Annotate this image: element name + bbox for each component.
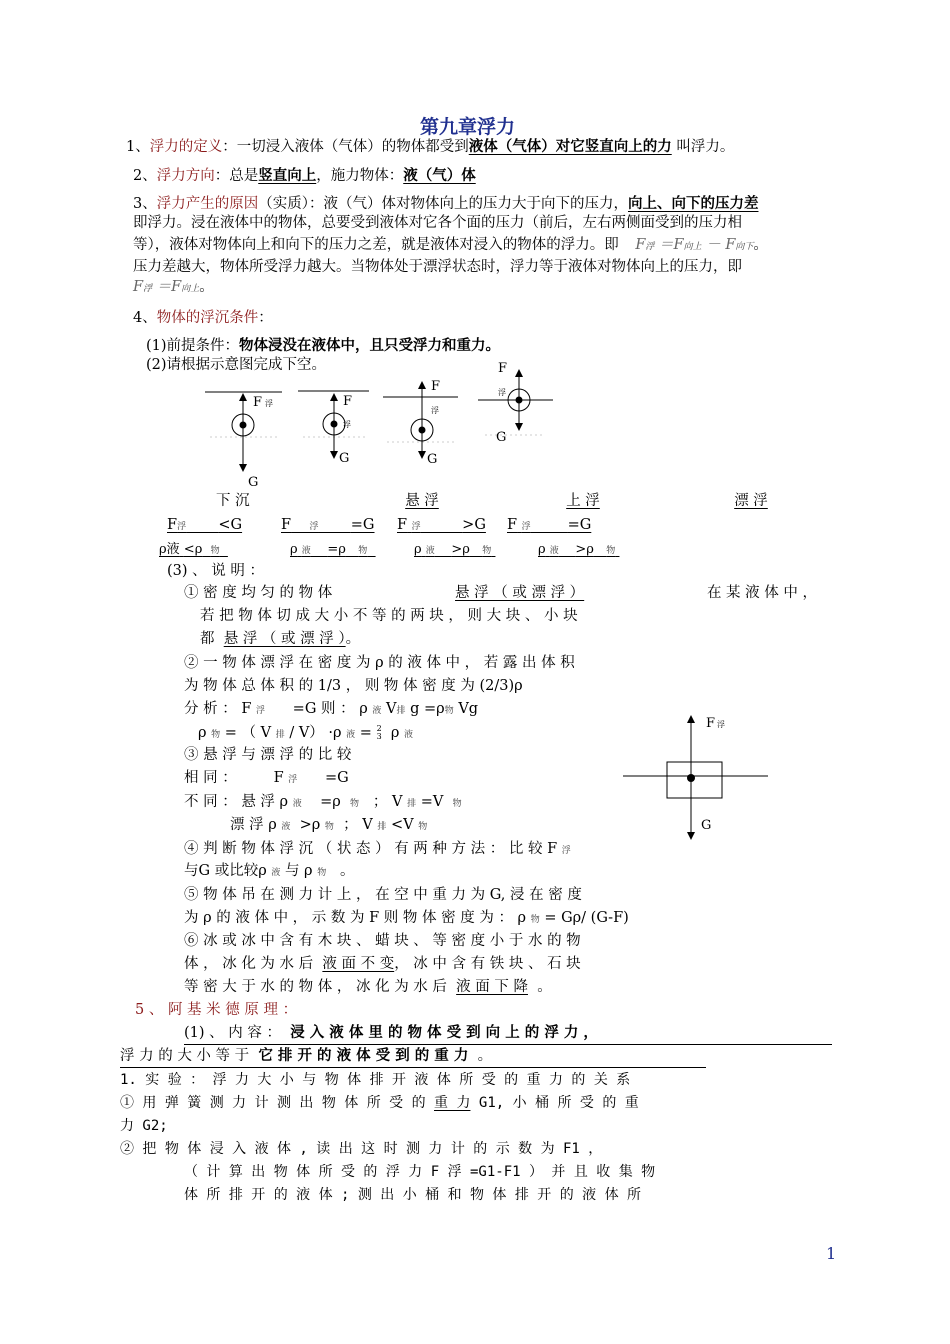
s5-exp-1: 1. 实 验 ： 浮 力 大 小 与 物 体 排 开 液 体 所 受 的 重 力 的 关 系	[120, 1072, 631, 1088]
s5-content-line1: (1) 、 内 容 ： 浸 入 液 体 里 的 物 体 受 到 向 上 的 浮 力 ，	[184, 1026, 832, 1045]
note-2-line1: ② 一 物 体 漂 浮 在 密 度 为 ρ 的 液 体 中 ， 若 露 出 体 积	[184, 655, 575, 671]
s5-content-line2: 浮 力 的 大 小 等 于 它 排 开 的 液 体 受 到 的 重 力 。	[120, 1049, 706, 1068]
note-3-diff-suspend: 不 同 ： 悬 浮 ρ 液 =ρ 物 ； V 排 =V 物	[184, 794, 462, 810]
s2-text-a: ：总是	[214, 168, 259, 184]
s2-num: 2、	[133, 168, 157, 184]
section-3-line3	[133, 238, 768, 253]
d4-G-label: G	[496, 430, 507, 445]
d2-G-label: G	[339, 451, 350, 466]
s1-text-c: 叫浮力。	[676, 139, 735, 155]
note-6-line2: 体 ， 冰 化 为 水 后 液 面 不 变， 冰 中 含 有 铁 块 、 石 块	[184, 956, 581, 972]
note-2-analysis: 分 析 ： F 浮 =G 则 ： ρ 液 V排 g =ρ物 Vg	[184, 701, 479, 717]
note-1-line3: 都 悬 浮 （ 或 漂 浮 ）。	[200, 631, 361, 647]
d3-fu-label: 浮	[431, 406, 439, 415]
page-title: 第九章浮力	[420, 116, 516, 138]
formula-1: F浮 ＝F向上 － F向下。	[635, 237, 768, 253]
force-sink: F浮 <G	[167, 517, 243, 533]
s1-text-a: ：一切浸入液体（气体）的物体都受到	[222, 139, 469, 155]
d4-fu-label: 浮	[498, 388, 506, 397]
s4-p1a: (1)前提条件：	[146, 338, 240, 354]
s1-label: 浮力的定义	[149, 139, 223, 155]
diagram-suspended	[298, 391, 369, 466]
state-rise: 上 浮	[566, 493, 600, 509]
section-3-line1	[133, 197, 758, 212]
s5-exp-6: 体 所 排 开 的 液 体 ; 测 出 小 桶 和 物 体 排 开 的 液 体 所	[184, 1187, 642, 1203]
note-2-line2: 为 物 体 总 体 积 的 1/3 ， 则 物 体 密 度 为 (2/3)ρ	[184, 678, 523, 694]
d2-F-label: F	[343, 394, 353, 409]
state-sink: 下 沉	[216, 493, 250, 509]
note-5-line2: 为 ρ 的 液 体 中 ， 示 数 为 F 则 物 体 密 度 为 ： ρ 物 = Gρ/ (G-F)	[184, 910, 629, 926]
s5-exp-5: （ 计 算 出 物 体 所 受 的 浮 力 F 浮 =G1-F1 ） 并 且 收 集 物	[184, 1164, 656, 1180]
force-suspend: F 浮 =G	[281, 517, 375, 533]
s4-label: 物体的浮沉条件	[156, 310, 259, 326]
box-fu-label: 浮	[717, 720, 725, 729]
s4-num: 4、	[133, 310, 157, 326]
d3-G-label: G	[427, 452, 438, 467]
s3-num: 3、	[133, 196, 157, 212]
force-rise: F 浮 >G	[397, 517, 486, 533]
d2-fu-label: 浮	[343, 420, 351, 429]
state-float: 漂 浮	[734, 493, 768, 509]
diagram-sinking	[205, 392, 282, 490]
s4-p1b: 物体浸没在液体中，且只受浮力和重力。	[239, 337, 501, 354]
note-3-title: ③ 悬 浮 与 漂 浮 的 比 较	[184, 747, 352, 763]
d1-fu-label: 浮	[265, 399, 273, 408]
formula-2: F浮 ＝F向上。	[133, 279, 214, 295]
state-suspend: 悬 浮	[405, 493, 439, 509]
note-head: (3) 、 说 明 ：	[167, 563, 264, 579]
note-1-line1: ① 密 度 均 匀 的 物 体 悬 浮 （ 或 漂 浮 ） 在 某 液 体 中 ，	[184, 585, 817, 601]
note-4-line2: 与G 或比较ρ 液 与 ρ 物 。	[184, 863, 355, 879]
s5-exp-3: 力 G2;	[120, 1118, 168, 1134]
d4-F-label: F	[498, 361, 508, 376]
force-float: F 浮 =G	[507, 517, 592, 533]
s2-text-c: ，施力物体：	[316, 168, 404, 184]
note-2-result: ρ 物 = （ V 排 / V） ·ρ 液 = 2 3 ρ 液	[198, 724, 414, 741]
note-4-line1: ④ 判 断 物 体 浮 沉 （ 状 态 ） 有 两 种 方 法 ： 比 较 F 浮	[184, 841, 571, 857]
diagram-floating	[478, 361, 553, 445]
s2-text-b: 竖直向上	[258, 167, 317, 184]
section-2	[133, 169, 476, 184]
s3-text-a: （实质）：液（气）体对物体向上的压力大于向下的压力，	[258, 196, 628, 212]
density-suspend: ρ 液 =ρ 物	[290, 542, 368, 557]
density-rise: ρ 液 >ρ 物	[414, 542, 492, 557]
density-sink: ρ液 <ρ 物	[159, 542, 220, 557]
note-6-line1: ⑥ 冰 或 冰 中 含 有 木 块 、 蜡 块 、 等 密 度 小 于 水 的 物	[184, 933, 581, 949]
note-5-line1: ⑤ 物 体 吊 在 测 力 计 上 ， 在 空 中 重 力 为 G, 浸 在 密 度	[184, 887, 582, 903]
note-3-same: 相 同 ： F 浮 =G	[184, 770, 349, 786]
section-4	[133, 311, 273, 326]
d3-F-label: F	[431, 379, 441, 394]
section-5-head: 5 、 阿 基 米 德 原 理 ：	[135, 1002, 298, 1018]
s3-text-b: 向上、向下的压力差	[627, 195, 759, 212]
section-1	[126, 140, 734, 155]
s2-text-d: 液（气）体	[403, 167, 476, 184]
note-6-line3: 等 密 大 于 水 的 物 体 ， 冰 化 为 水 后 液 面 下 降 。	[184, 979, 552, 995]
section-3-line4: 压力差越大，物体所受浮力越大。当物体处于漂浮状态时，浮力等于液体对物体向上的压力，即	[133, 259, 742, 275]
box-F-label: F	[706, 716, 716, 731]
s3-label: 浮力产生的原因	[156, 196, 259, 212]
box-G-label: G	[701, 818, 712, 833]
s4-instruction: (2)请根据示意图完成下空。	[146, 357, 327, 373]
s4-premise	[146, 339, 500, 354]
s1-num: 1、	[126, 139, 150, 155]
section-3-line2: 即浮力。浸在液体中的物体，总要受到液体对它各个面的压力（前后，左右两侧面受到的压力相	[133, 215, 742, 231]
s4-colon: ：	[258, 310, 273, 326]
page-number: 1	[826, 1244, 837, 1263]
diagram-rising	[383, 379, 458, 467]
s3-l3: 等），液体对物体向上和向下的压力之差，就是液体对浸入的物体的浮力。即	[133, 237, 619, 253]
s5-exp-2: ① 用 弹 簧 测 力 计 测 出 物 体 所 受 的 重 力 G1, 小 桶 所 受 的 重	[120, 1095, 639, 1111]
s2-label: 浮力方向	[156, 168, 215, 184]
s5-exp-4: ② 把 物 体 浸 入 液 体 , 读 出 这 时 测 力 计 的 示 数 为 F1 ，	[120, 1141, 603, 1157]
note-1-line2: 若 把 物 体 切 成 大 小 不 等 的 两 块 ， 则 大 块 、 小 块	[200, 608, 578, 624]
d1-F-label: F	[253, 395, 263, 410]
density-float: ρ 液 >ρ 物	[538, 542, 616, 557]
note-3-diff-float: 漂 浮 ρ 液 >ρ 物 ； V 排 <V 物	[230, 817, 428, 833]
d1-G-label: G	[248, 475, 259, 490]
buoyancy-diagrams	[195, 355, 565, 495]
s1-text-b: 液体（气体）对它竖直向上的力	[468, 138, 672, 155]
floating-box-diagram	[620, 710, 775, 840]
